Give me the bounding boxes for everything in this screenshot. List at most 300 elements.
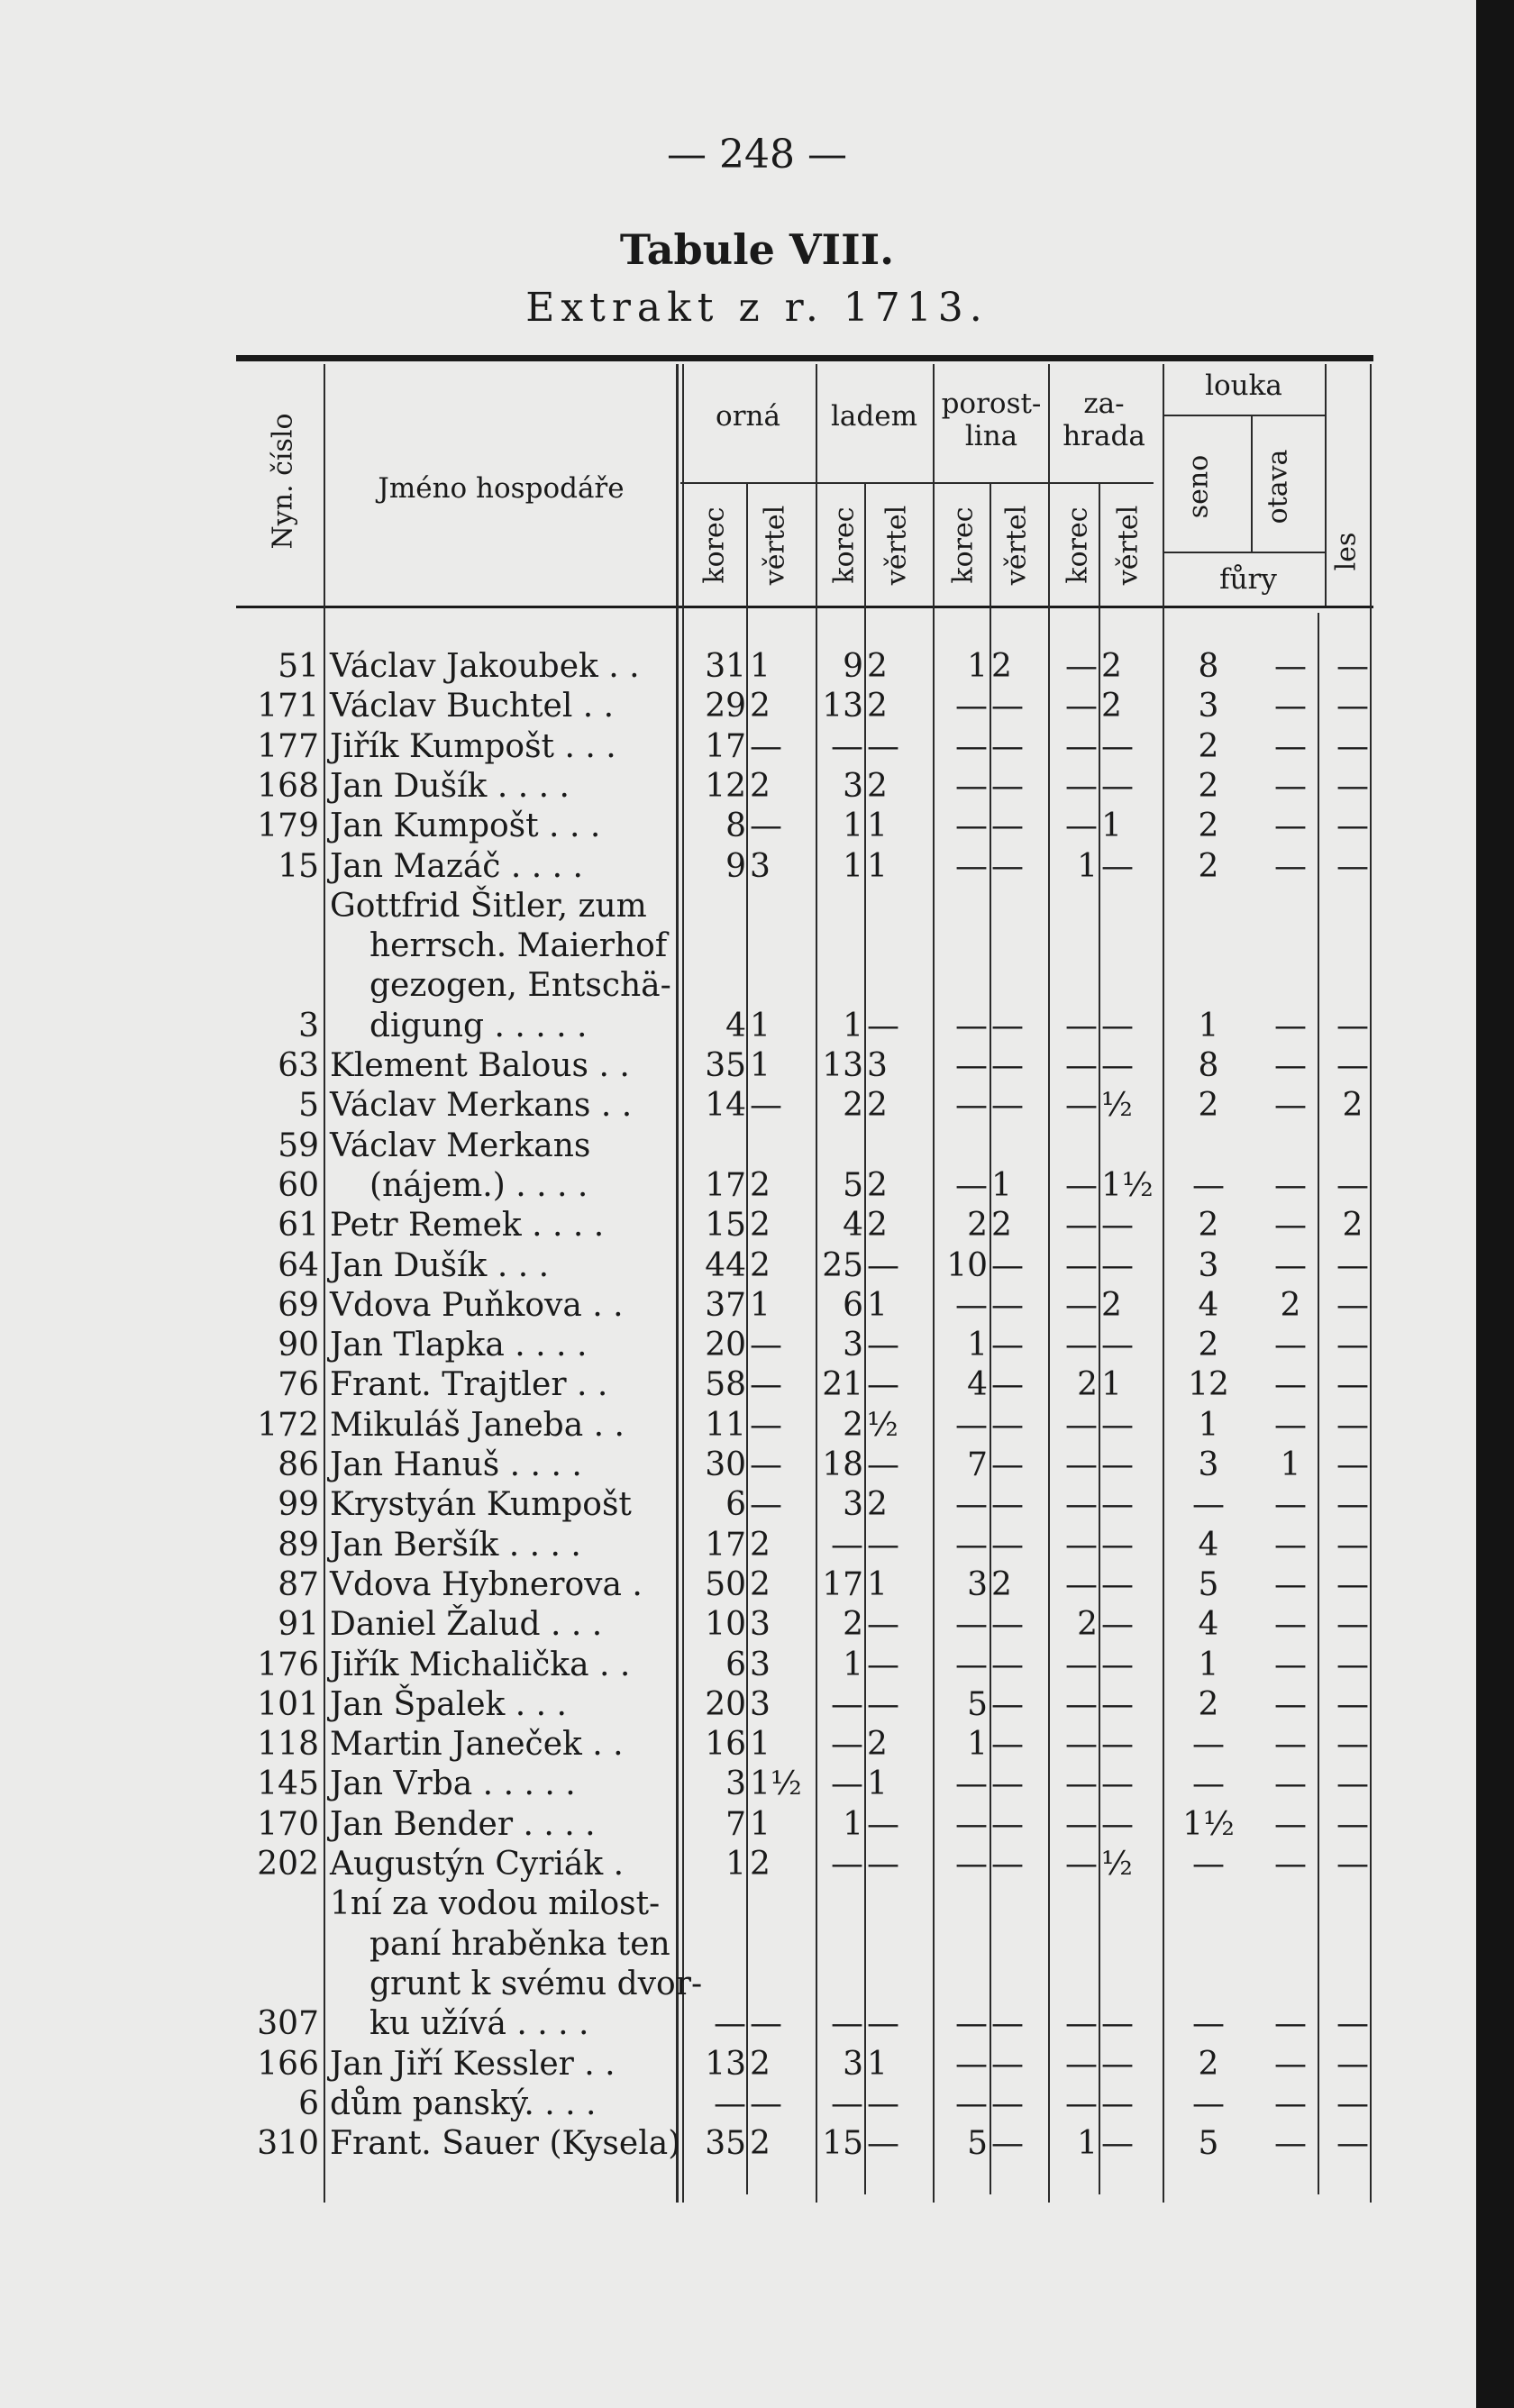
- row-cell: 5: [967, 2125, 988, 2163]
- row-cell: 2: [867, 1166, 888, 1204]
- table-row: [0, 887, 1478, 926]
- table-row: [0, 767, 1478, 807]
- row-cell: —: [750, 1486, 782, 1524]
- row-number: 61: [278, 1207, 319, 1245]
- row-cell: 2: [1198, 1327, 1219, 1364]
- row-cell: —: [750, 2084, 782, 2122]
- row-number: 3: [298, 1007, 319, 1044]
- row-cell: 1: [867, 1286, 888, 1324]
- row-cell: 1: [867, 847, 888, 885]
- table-row: [0, 1326, 1478, 1365]
- row-cell: 2: [1198, 1207, 1219, 1245]
- row-cell: 3: [843, 1327, 863, 1364]
- row-cell: —: [1274, 1047, 1307, 1084]
- row-number: 177: [257, 727, 319, 765]
- header-porostlina-vertel: věrtel: [1000, 505, 1033, 586]
- row-name: Jiřík Kumpošt . . .: [330, 727, 616, 765]
- row-cell: —: [1336, 1846, 1369, 1883]
- row-cell: 2: [843, 1606, 863, 1644]
- row-cell: 4: [1198, 1526, 1219, 1564]
- table-row: [0, 1086, 1478, 1126]
- row-cell: 1: [1101, 807, 1122, 845]
- table-row: [0, 807, 1478, 846]
- row-cell: 4: [967, 1366, 988, 1404]
- row-cell: —: [955, 1406, 988, 1444]
- col-line: [1325, 364, 1327, 606]
- row-cell: 1: [843, 847, 863, 885]
- row-cell: 6: [843, 1286, 863, 1324]
- row-number: 171: [257, 688, 319, 725]
- row-cell: —: [750, 1327, 782, 1364]
- row-cell: —: [1065, 1486, 1098, 1524]
- row-cell: 8: [1198, 648, 1219, 685]
- row-cell: 1: [867, 1765, 888, 1803]
- row-cell: —: [991, 2045, 1024, 2083]
- row-cell: —: [1274, 767, 1307, 805]
- row-cell: —: [867, 1246, 899, 1284]
- row-cell: —: [831, 1846, 863, 1883]
- row-number: 202: [257, 1846, 319, 1883]
- row-cell: —: [991, 1246, 1024, 1284]
- row-cell: 2: [750, 1246, 771, 1284]
- row-number: 179: [257, 807, 319, 845]
- row-name: grunt k svému dvor-: [369, 1965, 703, 2002]
- page-title: Tabule VIII.: [619, 225, 895, 274]
- row-cell: —: [867, 1685, 899, 1723]
- row-cell: 8: [725, 807, 746, 845]
- row-cell: —: [867, 1805, 899, 1843]
- row-number: 89: [278, 1526, 319, 1564]
- row-cell: 1: [1077, 2125, 1098, 2163]
- row-cell: —: [1065, 1327, 1098, 1364]
- row-cell: 1: [843, 1646, 863, 1683]
- row-cell: —: [1336, 688, 1369, 725]
- table-row: [0, 2124, 1478, 2164]
- row-cell: —: [1274, 1526, 1307, 1564]
- row-cell: —: [1065, 1406, 1098, 1444]
- row-cell: 2: [1198, 1685, 1219, 1723]
- row-cell: 1: [867, 807, 888, 845]
- table-row: [0, 1805, 1478, 1845]
- row-cell: —: [1274, 1327, 1307, 1364]
- row-cell: 2: [1342, 1087, 1364, 1125]
- row-cell: —: [1274, 847, 1307, 885]
- header-ladem-korec: korec: [828, 506, 861, 584]
- row-cell: 5: [1198, 1565, 1219, 1603]
- row-name: Jan Hanuš . . . .: [330, 1446, 582, 1483]
- row-cell: 35: [705, 2125, 746, 2163]
- row-cell: —: [1336, 648, 1369, 685]
- row-cell: [1051, 1126, 1098, 1166]
- row-name: Jan Tlapka . . . .: [330, 1327, 588, 1364]
- row-name: Augustýn Cyriák .: [330, 1846, 625, 1883]
- row-cell: —: [955, 1286, 988, 1324]
- header-zahrada-vertel: věrtel: [1112, 505, 1145, 586]
- row-name: Václav Jakoubek . .: [330, 648, 640, 685]
- row-cell: —: [1065, 1207, 1098, 1245]
- row-cell: 1½: [750, 1765, 802, 1803]
- row-name: Jan Jiří Kessler . .: [330, 2045, 616, 2083]
- row-cell: —: [831, 727, 863, 765]
- row-cell: 15: [822, 2125, 863, 2163]
- row-cell: 2: [991, 648, 1012, 685]
- row-cell: 2: [843, 1406, 863, 1444]
- header-orna: orná: [716, 400, 780, 433]
- row-cell: —: [1336, 2045, 1369, 2083]
- header-seno: seno: [1182, 454, 1215, 519]
- row-name: ku užívá . . . .: [369, 2005, 589, 2043]
- table-row: [0, 1126, 1478, 1166]
- row-cell: 50: [705, 1565, 746, 1603]
- row-cell: —: [1101, 1565, 1134, 1603]
- row-cell: —: [1065, 1846, 1098, 1883]
- row-number: 118: [257, 1726, 319, 1764]
- row-cell: 30: [705, 1446, 746, 1483]
- row-cell: —: [1274, 1406, 1307, 1444]
- row-number: 69: [278, 1286, 319, 1324]
- row-cell: 21: [822, 1366, 863, 1404]
- page-number: — 248 —: [667, 132, 847, 178]
- row-cell: 1: [867, 1565, 888, 1603]
- row-cell: —: [1274, 1007, 1307, 1044]
- header-porostlina: porost-lina: [941, 388, 1042, 452]
- row-cell: 12: [1188, 1366, 1229, 1404]
- row-number: 101: [257, 1685, 319, 1723]
- row-cell: —: [955, 2045, 988, 2083]
- row-cell: 6: [725, 1646, 746, 1683]
- row-cell: 25: [822, 1246, 863, 1284]
- row-cell: —: [1274, 2084, 1307, 2122]
- row-cell: 17: [705, 727, 746, 765]
- row-cell: —: [1101, 847, 1134, 885]
- row-name: Vdova Puňkova . .: [330, 1286, 624, 1324]
- row-cell: 2: [867, 1726, 888, 1764]
- row-cell: —: [1065, 767, 1098, 805]
- row-number: 5: [298, 1087, 319, 1125]
- row-cell: —: [750, 1446, 782, 1483]
- row-cell: —: [831, 2005, 863, 2043]
- row-number: 310: [257, 2125, 319, 2163]
- row-cell: 4: [1198, 1606, 1219, 1644]
- row-cell: —: [1336, 1685, 1369, 1723]
- row-cell: —: [1101, 1446, 1134, 1483]
- row-name: Frant. Trajtler . .: [330, 1366, 608, 1404]
- table-row: [0, 2084, 1478, 2124]
- table-row: [0, 1485, 1478, 1525]
- row-cell: 3: [867, 1047, 888, 1084]
- row-cell: —: [1336, 1327, 1369, 1364]
- row-cell: —: [955, 1805, 988, 1843]
- row-cell: —: [867, 727, 899, 765]
- louka-subrule: [1163, 415, 1325, 416]
- row-cell: —: [1065, 1805, 1098, 1843]
- header-fury: fůry: [1219, 563, 1277, 596]
- row-cell: —: [750, 1087, 782, 1125]
- row-cell: [1332, 1126, 1373, 1166]
- row-cell: 7: [725, 1805, 746, 1843]
- row-cell: —: [1274, 1685, 1307, 1723]
- row-cell: —: [991, 1406, 1024, 1444]
- row-cell: 3: [1198, 688, 1219, 725]
- row-cell: [816, 1126, 863, 1166]
- row-cell: —: [1101, 1246, 1134, 1284]
- row-cell: 13: [822, 688, 863, 725]
- row-number: 64: [278, 1246, 319, 1284]
- row-cell: 1: [967, 1726, 988, 1764]
- row-cell: —: [1101, 1646, 1134, 1683]
- row-cell: —: [831, 2084, 863, 2122]
- row-cell: —: [1101, 1526, 1134, 1564]
- row-cell: 3: [725, 1765, 746, 1803]
- row-name: digung . . . . .: [369, 1007, 588, 1044]
- row-cell: —: [1336, 807, 1369, 845]
- row-cell: —: [1065, 727, 1098, 765]
- row-name: Jan Dušík . . . .: [330, 767, 570, 805]
- row-cell: 2: [867, 1486, 888, 1524]
- row-cell: —: [750, 1366, 782, 1404]
- row-cell: —: [991, 1646, 1024, 1683]
- row-cell: —: [1274, 2045, 1307, 2083]
- row-cell: —: [1336, 727, 1369, 765]
- row-name: 1ní za vodou milost-: [330, 1885, 661, 1923]
- row-cell: [935, 1126, 988, 1166]
- row-cell: 13: [822, 1047, 863, 1084]
- row-cell: 3: [750, 1606, 771, 1644]
- row-cell: —: [991, 807, 1024, 845]
- table-row: [0, 647, 1478, 687]
- row-name: gezogen, Entschä-: [369, 967, 671, 1005]
- row-cell: —: [1336, 1446, 1369, 1483]
- row-cell: 2: [867, 688, 888, 725]
- row-cell: —: [1336, 1366, 1369, 1404]
- row-cell: —: [955, 1486, 988, 1524]
- row-cell: 2: [750, 1565, 771, 1603]
- row-cell: —: [1101, 2084, 1134, 2122]
- row-cell: —: [955, 1166, 988, 1204]
- row-cell: 2: [1198, 1087, 1219, 1125]
- row-cell: 2: [991, 1565, 1012, 1603]
- row-cell: —: [991, 1087, 1024, 1125]
- row-cell: —: [867, 1366, 899, 1404]
- row-cell: —: [1274, 648, 1307, 685]
- row-cell: 11: [705, 1406, 746, 1444]
- row-number: 51: [278, 648, 319, 685]
- row-name: herrsch. Maierhof: [369, 927, 668, 965]
- row-cell: 3: [750, 1685, 771, 1723]
- row-cell: ½: [1101, 1846, 1133, 1883]
- row-cell: —: [991, 767, 1024, 805]
- row-cell: —: [1336, 1406, 1369, 1444]
- row-cell: 2: [1198, 727, 1219, 765]
- row-cell: —: [991, 1726, 1024, 1764]
- row-cell: 2: [750, 2045, 771, 2083]
- row-cell: —: [867, 1526, 899, 1564]
- row-name: Václav Merkans . .: [330, 1087, 633, 1125]
- row-cell: —: [1065, 1007, 1098, 1044]
- row-cell: —: [1274, 1765, 1307, 1803]
- row-cell: —: [1101, 1007, 1134, 1044]
- row-cell: 2: [750, 688, 771, 725]
- row-cell: —: [1274, 1486, 1307, 1524]
- row-name: paní hraběnka ten: [369, 1925, 670, 1963]
- row-cell: 3: [843, 1486, 863, 1524]
- row-cell: —: [1065, 1526, 1098, 1564]
- table-row: [0, 1246, 1478, 1286]
- row-cell: 1: [1077, 847, 1098, 885]
- row-cell: 37: [705, 1286, 746, 1324]
- row-cell: —: [1065, 807, 1098, 845]
- table-row: [0, 1605, 1478, 1645]
- row-cell: —: [1274, 688, 1307, 725]
- row-cell: 1: [967, 1327, 988, 1364]
- row-name: Krystyán Kumpošt: [330, 1486, 632, 1524]
- row-cell: —: [1336, 1526, 1369, 1564]
- row-cell: —: [991, 2005, 1024, 2043]
- row-cell: —: [1192, 1765, 1225, 1803]
- row-number: 6: [298, 2084, 319, 2122]
- row-cell: 3: [1198, 1446, 1219, 1483]
- table-row: [0, 1526, 1478, 1565]
- row-cell: 1: [725, 1846, 746, 1883]
- row-cell: 2: [867, 767, 888, 805]
- row-number: 59: [278, 1126, 319, 1164]
- row-cell: 1: [991, 1166, 1012, 1204]
- table-row: [0, 1206, 1478, 1245]
- header-otava: otava: [1262, 449, 1294, 524]
- row-number: 90: [278, 1327, 319, 1364]
- row-cell: 58: [705, 1366, 746, 1404]
- row-cell: —: [955, 767, 988, 805]
- row-cell: 18: [822, 1446, 863, 1483]
- row-number: 166: [257, 2045, 319, 2083]
- table-row: [0, 1046, 1478, 1086]
- row-cell: —: [991, 1765, 1024, 1803]
- table-row: [0, 1166, 1478, 1206]
- row-number: 99: [278, 1486, 319, 1524]
- row-cell: —: [991, 1446, 1024, 1483]
- row-cell: [867, 1126, 912, 1166]
- row-cell: —: [1065, 1047, 1098, 1084]
- row-cell: —: [1101, 1327, 1134, 1364]
- row-cell: 1: [1198, 1406, 1219, 1444]
- row-cell: 1½: [1101, 1166, 1154, 1204]
- row-cell: 1: [1198, 1646, 1219, 1683]
- row-cell: —: [1336, 1246, 1369, 1284]
- row-cell: —: [1274, 1646, 1307, 1683]
- row-number: 91: [278, 1606, 319, 1644]
- row-cell: 17: [822, 1565, 863, 1603]
- header-ladem: ladem: [831, 400, 917, 433]
- row-cell: —: [1192, 2084, 1225, 2122]
- row-cell: —: [991, 1007, 1024, 1044]
- row-cell: 1: [867, 2045, 888, 2083]
- row-cell: —: [1274, 1166, 1307, 1204]
- row-cell: 17: [705, 1526, 746, 1564]
- row-cell: —: [991, 1526, 1024, 1564]
- row-cell: —: [955, 1606, 988, 1644]
- row-cell: —: [955, 1846, 988, 1883]
- row-cell: —: [955, 1007, 988, 1044]
- table-row: [0, 1685, 1478, 1725]
- table-row: [0, 926, 1478, 966]
- table-row: [0, 1565, 1478, 1605]
- header-nyn-cislo: Nyn. číslo: [267, 413, 299, 550]
- row-cell: —: [1274, 1726, 1307, 1764]
- table-row: [0, 687, 1478, 726]
- row-cell: —: [1192, 1166, 1225, 1204]
- row-cell: —: [955, 807, 988, 845]
- row-number: 170: [257, 1805, 319, 1843]
- row-name: Jan Bender . . . .: [330, 1805, 596, 1843]
- row-cell: —: [1065, 1087, 1098, 1125]
- row-cell: 7: [967, 1446, 988, 1483]
- row-cell: —: [1192, 1726, 1225, 1764]
- row-cell: 2: [867, 1087, 888, 1125]
- row-cell: —: [831, 1726, 863, 1764]
- row-cell: —: [1101, 1606, 1134, 1644]
- row-cell: 4: [725, 1007, 746, 1044]
- row-cell: 15: [705, 1207, 746, 1245]
- table-row: [0, 966, 1478, 1006]
- row-cell: —: [991, 1486, 1024, 1524]
- row-name: Jan Beršík . . . .: [330, 1526, 581, 1564]
- row-cell: —: [991, 2125, 1024, 2163]
- page-subtitle: Extrakt z r. 1713.: [525, 285, 989, 331]
- table-row: [0, 1765, 1478, 1804]
- row-cell: —: [1274, 1087, 1307, 1125]
- row-cell: —: [991, 1846, 1024, 1883]
- row-cell: —: [991, 727, 1024, 765]
- row-name: Mikuláš Janeba . .: [330, 1406, 625, 1444]
- row-cell: 44: [705, 1246, 746, 1284]
- table-row: [0, 1725, 1478, 1765]
- row-cell: 1: [750, 1805, 771, 1843]
- row-cell: —: [1065, 1166, 1098, 1204]
- header-les: les: [1330, 532, 1363, 571]
- row-cell: —: [1065, 1765, 1098, 1803]
- table-row: [0, 1286, 1478, 1326]
- row-name: Vdova Hybnerova .: [330, 1565, 643, 1603]
- row-cell: 2: [1101, 648, 1122, 685]
- row-cell: —: [867, 1846, 899, 1883]
- header-porostlina-korec: korec: [947, 506, 980, 584]
- row-cell: —: [831, 1765, 863, 1803]
- header-jmeno: Jméno hospodáře: [378, 472, 625, 505]
- row-name: Daniel Žalud . . .: [330, 1606, 603, 1644]
- row-cell: 1: [1198, 1007, 1219, 1044]
- row-cell: —: [1192, 2005, 1225, 2043]
- row-cell: —: [955, 1526, 988, 1564]
- header-ladem-vertel: věrtel: [880, 505, 913, 586]
- row-cell: [1168, 1126, 1249, 1166]
- row-cell: 3: [967, 1565, 988, 1603]
- row-cell: —: [955, 1765, 988, 1803]
- row-cell: —: [1101, 1726, 1134, 1764]
- row-cell: —: [1274, 727, 1307, 765]
- row-name: Martin Janeček . .: [330, 1726, 624, 1764]
- table-row: [0, 1646, 1478, 1685]
- book-spine: [1476, 0, 1514, 2408]
- row-cell: —: [1065, 1646, 1098, 1683]
- row-cell: —: [1065, 1565, 1098, 1603]
- row-cell: 3: [750, 847, 771, 885]
- row-cell: 3: [843, 767, 863, 805]
- row-cell: —: [955, 727, 988, 765]
- row-cell: —: [955, 847, 988, 885]
- row-cell: —: [1336, 2084, 1369, 2122]
- row-cell: —: [955, 2005, 988, 2043]
- row-cell: —: [1274, 1606, 1307, 1644]
